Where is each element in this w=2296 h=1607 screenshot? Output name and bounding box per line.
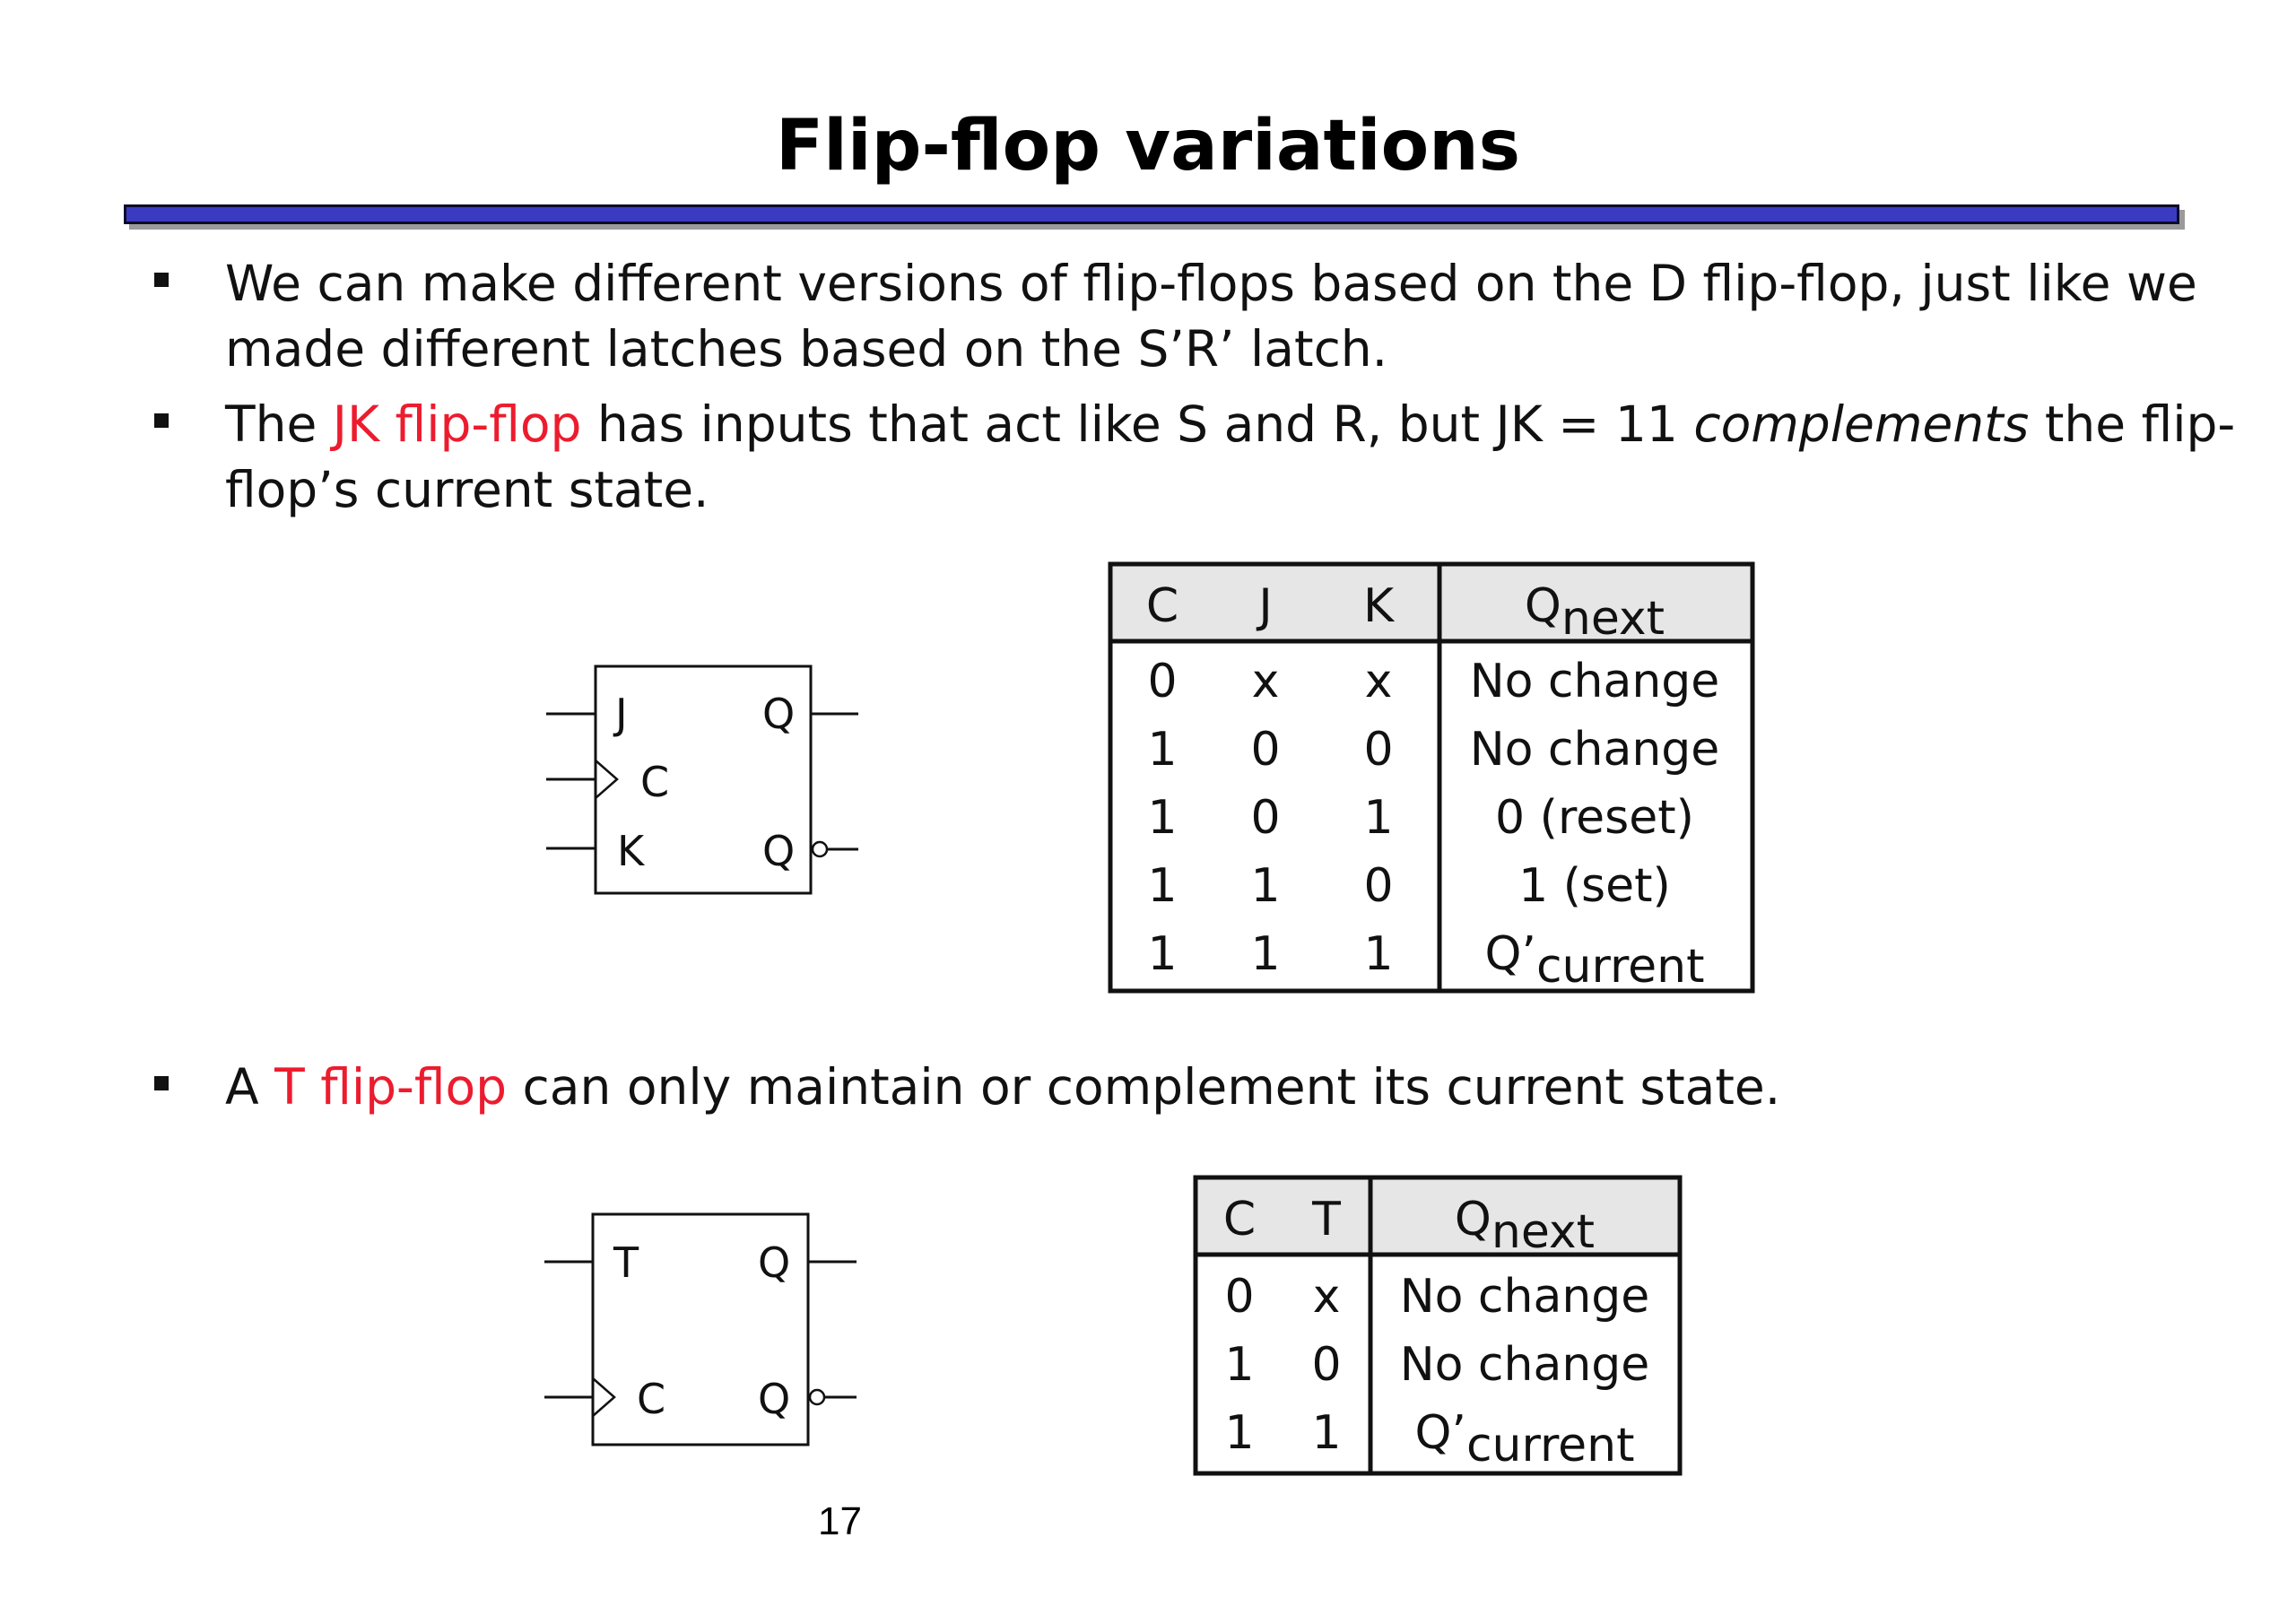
bullet-text-3-before: A [225, 1058, 275, 1116]
table-row [1147, 655, 1719, 708]
jk-cell-c: 0 [1147, 655, 1178, 708]
t-header-next-subscript: next [1491, 1205, 1596, 1259]
jk-flip-flop-symbol [538, 655, 870, 906]
table-row [1147, 927, 1704, 994]
jk-cell-qnext: 0 (reset) [1495, 791, 1694, 845]
t-cell-t: 0 [1311, 1338, 1342, 1392]
t-cell-current-subscript: current [1465, 1419, 1635, 1472]
inverting-bubble [813, 842, 827, 856]
k-label: K [617, 827, 645, 875]
jk-cell-q-prime: Q’ [1484, 927, 1536, 981]
jk-cell-k: 0 [1363, 723, 1394, 777]
c-label: C [640, 758, 670, 806]
c-label: C [637, 1375, 666, 1423]
t-label: T [613, 1238, 639, 1287]
table-row [1224, 1406, 1634, 1472]
jk-cell-c: 1 [1147, 723, 1178, 777]
jk-cell-qnext: No change [1469, 655, 1720, 708]
t-cell-q-prime: Q’ [1414, 1406, 1466, 1460]
jk-cell-qnext: No change [1469, 723, 1720, 777]
t-cell-t: 1 [1311, 1406, 1342, 1460]
bullet-text-3 [225, 1055, 2243, 1120]
bullet-marker [154, 413, 169, 428]
bullet-text-3-after: can only maintain or complement its current state. [507, 1058, 1781, 1116]
page-number: 17 [818, 1499, 862, 1543]
jk-cell-j: x [1251, 655, 1280, 708]
inverting-bubble [810, 1390, 824, 1404]
table-row [1224, 1270, 1649, 1324]
table-row [1147, 791, 1693, 845]
t-cell-c: 0 [1224, 1270, 1255, 1324]
t-cell-qnext: No change [1399, 1338, 1650, 1392]
table-row [1147, 723, 1719, 777]
t-flip-flop-term: T flip-flop [274, 1058, 508, 1116]
jk-cell-current-subscript: current [1535, 940, 1705, 994]
jk-cell-c: 1 [1147, 927, 1178, 981]
t-cell-c: 1 [1224, 1406, 1255, 1460]
jk-cell-j: 0 [1250, 723, 1281, 777]
jk-cell-j: 1 [1250, 927, 1281, 981]
t-header-q: Q [1454, 1193, 1492, 1247]
title-divider [124, 204, 2179, 224]
bullet-text-2-after: the flip-flop’s current state. [225, 395, 2236, 518]
jk-cell-c: 1 [1147, 859, 1178, 913]
q-bar-label: Q [762, 827, 796, 875]
t-cell-t: x [1312, 1270, 1341, 1324]
t-truth-table [1188, 1170, 1691, 1484]
q-bar-label: Q [758, 1375, 791, 1423]
t-flip-flop-symbol [538, 1202, 870, 1453]
jk-cell-k: 1 [1363, 791, 1394, 845]
bullet-text-2 [225, 392, 2243, 523]
page-title: Flip-flop variations [775, 106, 1521, 187]
jk-cell-k: x [1364, 655, 1393, 708]
bullet-marker [154, 1076, 169, 1090]
jk-cell-qnext [1484, 927, 1704, 994]
jk-cell-j: 0 [1250, 791, 1281, 845]
jk-cell-qnext: 1 (set) [1518, 859, 1671, 913]
bullet-text-2-before: The [225, 395, 333, 453]
table-row [1224, 1338, 1649, 1392]
jk-cell-j: 1 [1250, 859, 1281, 913]
q-label: Q [762, 690, 796, 738]
t-header-c: C [1222, 1193, 1257, 1247]
t-cell-qnext: No change [1399, 1270, 1650, 1324]
jk-cell-k: 1 [1363, 927, 1394, 981]
q-label: Q [758, 1238, 791, 1287]
jk-cell-c: 1 [1147, 791, 1178, 845]
t-cell-qnext [1414, 1406, 1634, 1472]
j-label: J [615, 690, 628, 738]
table-row [1147, 859, 1670, 913]
jk-header-q: Q [1524, 579, 1561, 633]
bullet-text-2-middle: has inputs that act like S and R, but JK = 11 [581, 395, 1694, 453]
jk-flip-flop-term: JK flip-flop [332, 395, 582, 453]
jk-header-next-subscript: next [1561, 592, 1665, 646]
jk-header-k: K [1362, 579, 1395, 633]
jk-header-c: C [1145, 579, 1179, 633]
t-header-t: T [1312, 1193, 1341, 1247]
t-cell-c: 1 [1224, 1338, 1255, 1392]
bullet-marker [154, 273, 169, 287]
complements-emphasis: complements [1693, 395, 2030, 453]
jk-cell-k: 0 [1363, 859, 1394, 913]
jk-header-j: J [1258, 579, 1273, 633]
bullet-text-1: We can make different versions of flip-flops based on the D flip-flop, just like we made different latches based on the S’R’ latch. [225, 255, 2197, 378]
jk-truth-table [1103, 556, 1758, 995]
t-header-fill [1196, 1177, 1680, 1255]
